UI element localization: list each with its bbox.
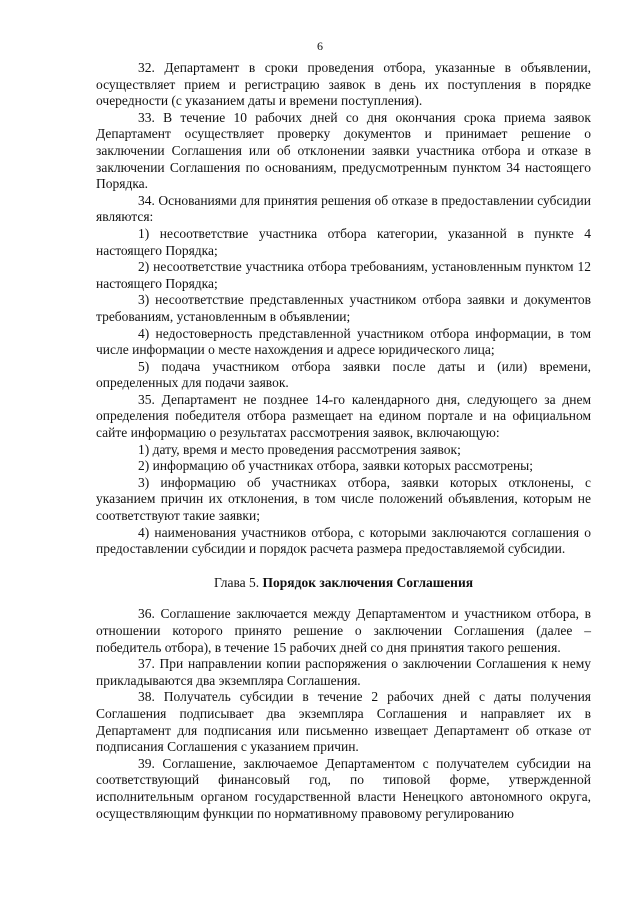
paragraph-37: 37. При направлении копии распоряжения о заключении Соглашения к нему прикладываются два экземпляра Соглашения. <box>96 656 591 688</box>
chapter-title: Порядок заключения Соглашения <box>262 574 474 590</box>
paragraph-34: 34. Основаниями для принятия решения об отказе в предоставлении субсидии являются: <box>96 192 591 225</box>
list-item-35-3: 3) информацию об участниках отбора, заявки которых отклонены, с указанием причин их отклонения, в том числе положений объявления, которым не соответствуют такие заявки; <box>96 474 591 524</box>
paragraph-36: 36. Соглашение заключается между Департаментом и участником отбора, в отношении которого принято решение о заключении Соглашения (далее – победитель отбора), в течение 15 рабочих дней со дня принятия такого решения. <box>96 606 591 655</box>
page-number: 6 <box>317 39 323 53</box>
list-item-34-3: 3) несоответствие представленных участником отбора заявки и документов требованиям, установленным в объявлении; <box>96 292 591 324</box>
list-item-34-4: 4) недостоверность представленной участником отбора информации, в том числе информации о месте нахождения и адресе юридического лица; <box>96 325 591 358</box>
chapter-prefix: Глава 5. <box>213 574 263 590</box>
paragraph-38: 38. Получатель субсидии в течение 2 рабочих дней с даты получения Соглашения подписывает два экземпляра Соглашения и направляет их в Департамент для подписания или письменно извещает Департамент об отказе от подписания Соглашения с указанием причин. <box>96 689 591 755</box>
chapter-heading <box>96 575 591 592</box>
paragraph-33: 33. В течение 10 рабочих дней со дня окончания срока приема заявок Департамент осуществляет проверку документов и принимает решение о заключении Соглашения или об отклонении заявки участника отбора и отказе в заключении Соглашения по основаниям, предусмотренным пунктом 34 настоящего Порядка. <box>96 109 591 192</box>
document-body <box>96 60 591 822</box>
list-item-35-1: 1) дату, время и место проведения рассмотрения заявок; <box>138 441 461 457</box>
list-item-34-1: 1) несоответствие участника отбора категории, указанной в пункте 4 настоящего Порядка; <box>96 225 591 258</box>
list-item-35-2: 2) информацию об участниках отбора, заявки которых рассмотрены; <box>138 458 534 474</box>
list-item-34-2: 2) несоответствие участника отбора требованиям, установленным пунктом 12 настоящего Порядка; <box>96 259 591 291</box>
list-item-35-4: 4) наименования участников отбора, с которыми заключаются соглашения о предоставлении субсидии и порядок расчета размера предоставляемой субсидии. <box>96 524 591 557</box>
paragraph-35: 35. Департамент не позднее 14-го календарного дня, следующего за днем определения победителя отбора размещает на едином портале и на официальном сайте информацию о результатах рассмотрения заявок, включающую: <box>96 391 591 441</box>
list-item-34-5: 5) подача участником отбора заявки после даты и (или) времени, определенных для подачи заявок. <box>96 358 591 391</box>
paragraph-32: 32. Департамент в сроки проведения отбора, указанные в объявлении, осуществляет прием и регистрацию заявок в день их поступления в порядке очередности (с указанием даты и времени поступления). <box>96 60 591 109</box>
paragraph-39: 39. Соглашение, заключаемое Департаментом с получателем субсидии на соответствующий финансовый год, по типовой форме, утвержденной исполнительным органом государственной власти Ненецкого автономного округа, осуществляющим функции по нормативному правовому регулированию <box>96 755 591 821</box>
